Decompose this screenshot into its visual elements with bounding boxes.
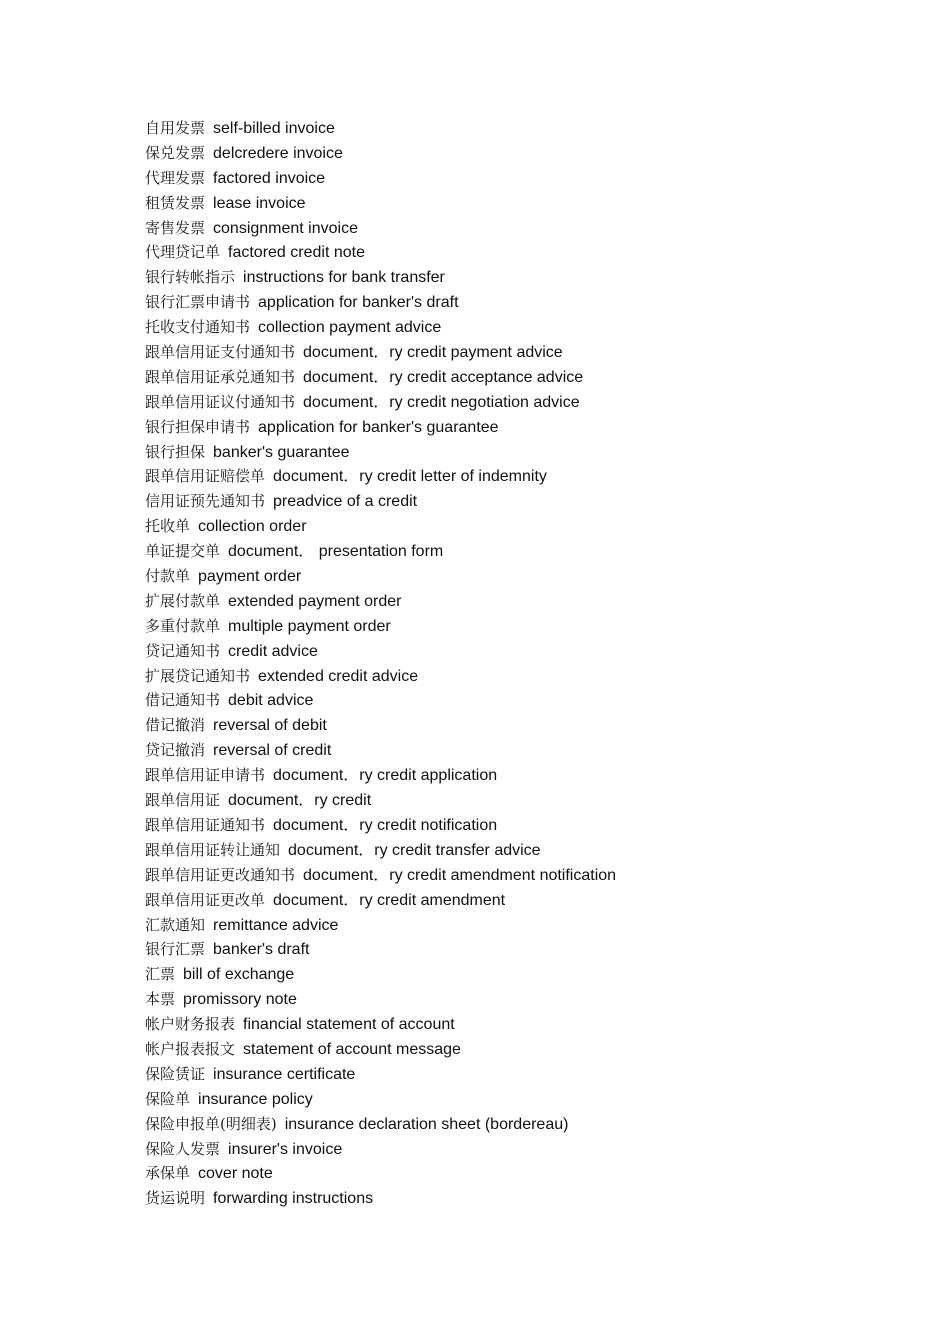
glossary-row xyxy=(145,340,616,365)
chinese-term: 代理发票 xyxy=(145,168,206,187)
english-term: reversal of credit xyxy=(213,742,332,760)
chinese-term: 银行担保申请书 xyxy=(145,417,251,436)
english-term: credit advice xyxy=(228,642,318,660)
english-term: document．ry credit application xyxy=(273,767,498,785)
english-term: document．ry credit letter of indemnity xyxy=(273,468,547,486)
glossary-row xyxy=(145,589,616,614)
glossary-row xyxy=(145,937,616,962)
glossary-row xyxy=(145,713,616,738)
glossary-row xyxy=(145,688,616,713)
chinese-term: 跟单信用证赔偿单 xyxy=(145,467,266,486)
english-term: delcredere invoice xyxy=(213,144,343,162)
glossary-row xyxy=(145,614,616,639)
chinese-term: 银行转帐指示 xyxy=(145,268,236,287)
chinese-term: 货运说明 xyxy=(145,1189,206,1208)
chinese-term: 跟单信用证申请书 xyxy=(145,766,266,785)
glossary-row xyxy=(145,838,616,863)
glossary-row xyxy=(145,116,616,141)
english-term: reversal of debit xyxy=(213,717,327,735)
chinese-term: 保险赁证 xyxy=(145,1064,206,1083)
glossary-row xyxy=(145,813,616,838)
english-term: collection payment advice xyxy=(258,319,442,337)
glossary-row xyxy=(145,1186,616,1211)
glossary-row xyxy=(145,639,616,664)
chinese-term: 跟单信用证承兑通知书 xyxy=(145,367,296,386)
chinese-term: 汇款通知 xyxy=(145,915,206,934)
glossary-row xyxy=(145,514,616,539)
glossary-row xyxy=(145,365,616,390)
glossary-row xyxy=(145,1012,616,1037)
chinese-term: 跟单信用证议付通知书 xyxy=(145,392,296,411)
glossary-row xyxy=(145,440,616,465)
english-term: document．ry credit transfer advice xyxy=(288,841,541,859)
glossary-row xyxy=(145,290,616,315)
chinese-term: 借记撤消 xyxy=(145,716,206,735)
english-term: forwarding instructions xyxy=(213,1190,374,1208)
chinese-term: 跟单信用证转让通知 xyxy=(145,840,281,859)
english-term: bill of exchange xyxy=(183,966,295,984)
english-term: statement of account message xyxy=(243,1040,461,1058)
english-term: insurer's invoice xyxy=(228,1140,343,1158)
english-term: self-billed invoice xyxy=(213,120,335,137)
glossary-row xyxy=(145,738,616,763)
english-term: debit advice xyxy=(228,692,314,710)
glossary-row xyxy=(145,987,616,1012)
english-term: extended payment order xyxy=(228,592,402,610)
english-term: collection order xyxy=(198,518,307,536)
chinese-term: 跟单信用证更改单 xyxy=(145,890,266,909)
glossary-row xyxy=(145,141,616,166)
chinese-term: 托收单 xyxy=(145,517,191,536)
chinese-term: 银行担保 xyxy=(145,442,206,461)
glossary-term-list xyxy=(145,116,616,1211)
english-term: document．ry credit amendment xyxy=(273,891,506,909)
glossary-row xyxy=(145,1137,616,1162)
glossary-row xyxy=(145,788,616,813)
chinese-term: 贷记通知书 xyxy=(145,641,221,660)
glossary-row xyxy=(145,315,616,340)
chinese-term: 借记通知书 xyxy=(145,691,221,710)
chinese-term: 本票 xyxy=(145,990,176,1009)
english-term: document．ry credit payment advice xyxy=(303,344,563,362)
english-term: banker's draft xyxy=(213,941,310,959)
english-term: document． presentation form xyxy=(228,543,444,561)
english-term: document．ry credit amendment notification xyxy=(303,866,617,884)
english-term: payment order xyxy=(198,568,302,586)
chinese-term: 托收支付通知书 xyxy=(145,318,251,337)
chinese-term: 跟单信用证支付通知书 xyxy=(145,343,296,362)
glossary-row xyxy=(145,390,616,415)
glossary-row xyxy=(145,166,616,191)
glossary-row xyxy=(145,1161,616,1186)
glossary-row xyxy=(145,962,616,987)
glossary-row xyxy=(145,913,616,938)
chinese-term: 信用证预先通知书 xyxy=(145,492,266,511)
english-term: insurance certificate xyxy=(213,1065,356,1083)
english-term: application for banker's draft xyxy=(258,294,459,312)
glossary-row xyxy=(145,216,616,241)
chinese-term: 保险单 xyxy=(145,1089,191,1108)
chinese-term: 自用发票 xyxy=(145,119,206,137)
chinese-term: 多重付款单 xyxy=(145,616,221,635)
chinese-term: 寄售发票 xyxy=(145,218,206,237)
english-term: factored invoice xyxy=(213,169,326,187)
glossary-row xyxy=(145,564,616,589)
english-term: cover note xyxy=(198,1165,273,1183)
glossary-row xyxy=(145,664,616,689)
chinese-term: 跟单信用证 xyxy=(145,791,221,810)
chinese-term: 付款单 xyxy=(145,567,191,586)
english-term: insurance policy xyxy=(198,1090,313,1108)
chinese-term: 帐户报表报文 xyxy=(145,1039,236,1058)
glossary-row xyxy=(145,464,616,489)
glossary-row xyxy=(145,489,616,514)
chinese-term: 帐户财务报表 xyxy=(145,1015,236,1034)
chinese-term: 汇票 xyxy=(145,965,176,984)
english-term: factored credit note xyxy=(228,244,365,262)
english-term: banker's guarantee xyxy=(213,443,350,461)
glossary-row xyxy=(145,863,616,888)
chinese-term: 跟单信用证通知书 xyxy=(145,815,266,834)
english-term: lease invoice xyxy=(213,194,306,212)
english-term: document．ry credit xyxy=(228,792,372,810)
english-term: insurance declaration sheet (bordereau) xyxy=(284,1115,569,1133)
glossary-row xyxy=(145,1112,616,1137)
english-term: financial statement of account xyxy=(243,1016,455,1034)
glossary-row xyxy=(145,763,616,788)
english-term: remittance advice xyxy=(213,916,339,934)
glossary-row xyxy=(145,539,616,564)
english-term: consignment invoice xyxy=(213,219,358,237)
glossary-row xyxy=(145,1062,616,1087)
glossary-row xyxy=(145,191,616,216)
glossary-row xyxy=(145,1087,616,1112)
chinese-term: 租赁发票 xyxy=(145,193,206,212)
english-term: instructions for bank transfer xyxy=(243,269,445,287)
chinese-term: 扩展贷记通知书 xyxy=(145,666,251,685)
glossary-row xyxy=(145,415,616,440)
chinese-term: 保险申报单(明细表) xyxy=(145,1114,277,1133)
english-term: document．ry credit negotiation advice xyxy=(303,393,580,411)
glossary-row xyxy=(145,888,616,913)
english-term: document．ry credit acceptance advice xyxy=(303,368,584,386)
chinese-term: 代理贷记单 xyxy=(145,243,221,262)
chinese-term: 保兑发票 xyxy=(145,143,206,162)
chinese-term: 银行汇票申请书 xyxy=(145,293,251,312)
glossary-row xyxy=(145,1037,616,1062)
chinese-term: 跟单信用证更改通知书 xyxy=(145,865,296,884)
english-term: promissory note xyxy=(183,991,297,1009)
chinese-term: 银行汇票 xyxy=(145,940,206,959)
english-term: application for banker's guarantee xyxy=(258,418,499,436)
glossary-row xyxy=(145,265,616,290)
english-term: preadvice of a credit xyxy=(273,493,418,511)
chinese-term: 保险人发票 xyxy=(145,1139,221,1158)
glossary-row xyxy=(145,240,616,265)
english-term: extended credit advice xyxy=(258,667,419,685)
chinese-term: 承保单 xyxy=(145,1164,191,1183)
english-term: multiple payment order xyxy=(228,617,391,635)
chinese-term: 贷记撤消 xyxy=(145,741,206,760)
english-term: document．ry credit notification xyxy=(273,816,498,834)
chinese-term: 单证提交单 xyxy=(145,542,221,561)
chinese-term: 扩展付款单 xyxy=(145,591,221,610)
